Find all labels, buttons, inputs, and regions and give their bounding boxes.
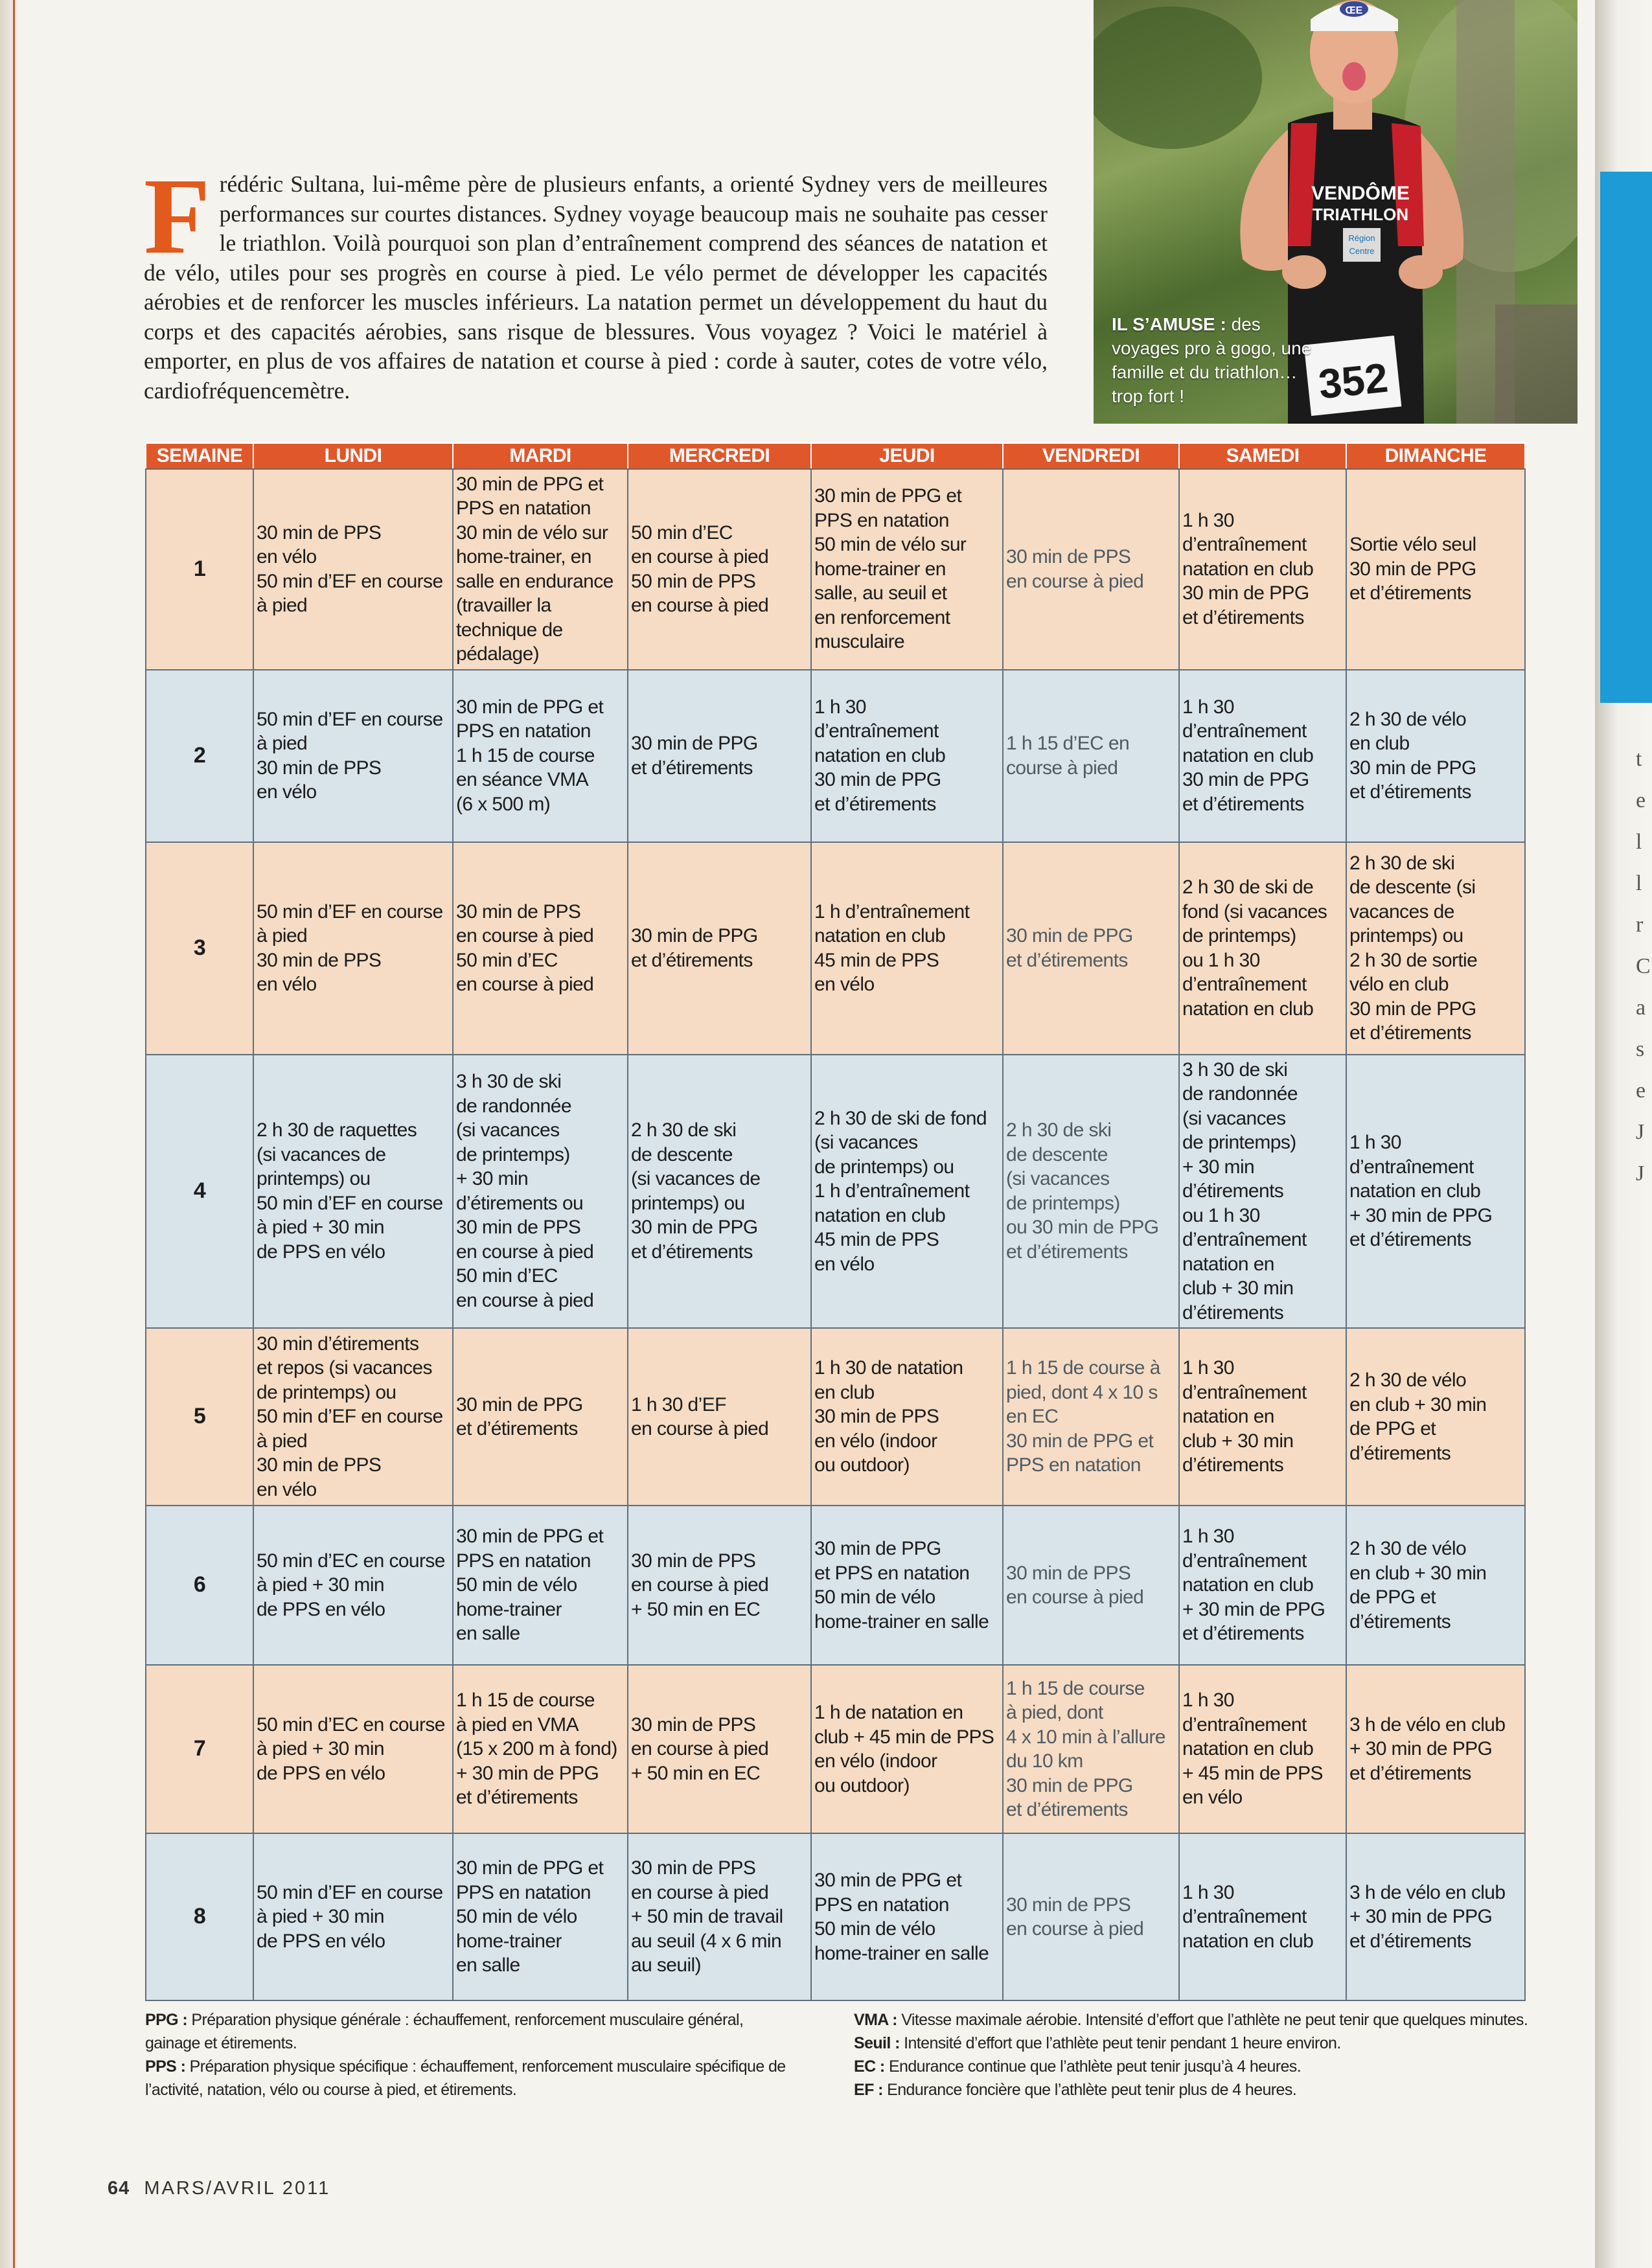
legend-term: Seuil : [854, 2034, 900, 2052]
table-cell: 2 h 30 de raquettes (si vacances de printemps) ou 50 min d’EF en course à pied + 30 min de PPS en vélo [253, 1055, 453, 1329]
table-cell: 30 min de PPG et PPS en natation 50 min de vélo home-trainer en salle [453, 1833, 628, 2000]
table-cell: 1 h 30 d’EF en course à pied [628, 1328, 811, 1506]
intro-paragraph [144, 156, 1048, 406]
table-cell: 3 h 30 de ski de randonnée (si vacances de printemps) + 30 min d’étirements ou 1 h 30 d’entraînement natation en club + 30 min d’étirements [1179, 1055, 1346, 1329]
legend-term: PPG : [145, 2011, 188, 2029]
legend-definition: Vitesse maximale aérobie. Intensité d’effort que l’athlète ne peut tenir que quelques minutes. [897, 2011, 1528, 2029]
page-edge-line [13, 0, 15, 2268]
table-row [146, 1055, 1525, 1329]
header-lundi: LUNDI [253, 443, 453, 469]
legend-entry-pps [145, 2055, 793, 2102]
table-cell: 1 h 30 d’entraînement natation en club + 30 min de PPG et d’étirements [1346, 1055, 1525, 1329]
jersey-line-2: TRIATHLON [1312, 205, 1409, 224]
caption-text: des voyages pro à gogo, une famille et du triathlon… trop fort ! [1112, 314, 1312, 406]
table-cell: 1 h 30 de natation en club 30 min de PPS en vélo (indoor ou outdoor) [811, 1328, 1003, 1506]
table-cell: 50 min d’EC en course à pied 50 min de PPS en course à pied [628, 469, 811, 670]
week-number: 2 [146, 670, 253, 842]
week-number: 5 [146, 1328, 253, 1506]
table-cell: 2 h 30 de vélo en club + 30 min de PPG et d’étirements [1346, 1328, 1525, 1506]
jersey-badge-1: Région [1348, 233, 1375, 243]
facing-page-fragment: l [1636, 830, 1642, 854]
legend-definition: Endurance continue que l’athlète peut tenir jusqu’à 4 heures. [884, 2057, 1302, 2076]
training-plan-table [145, 442, 1526, 2001]
facing-page-fragment: e [1636, 1079, 1646, 1103]
page-number: 64 [108, 2178, 130, 2199]
table-cell: 2 h 30 de ski de fond (si vacances de printemps) ou 1 h 30 d’entraînement natation en club [1179, 842, 1346, 1055]
table-cell: 30 min de PPG et PPS en natation 50 min de vélo home-trainer en salle [453, 1506, 628, 1665]
table-cell: 30 min d’étirements et repos (si vacances de printemps) ou 50 min d’EF en course à pied 30 min de PPS en vélo [253, 1328, 453, 1506]
table-cell: 50 min d’EC en course à pied + 30 min de PPS en vélo [253, 1506, 453, 1665]
intro-text: rédéric Sultana, lui-même père de plusieurs enfants, a orienté Sydney vers de meilleures performances sur courtes distances. Sydney voyage beaucoup mais ne souhaite pas cesser le triathlon. Voilà pourquoi son plan d’entraînement comprend des séances de natation et de vélo, utiles pour ses progrès en course à pied. Le vélo permet de développer les capacités aérobies et de renforcer les muscles inférieurs. La natation permet un développement du haut du corps et des capacités aérobies, sans risque de blessures. Vous voyagez ? Voici le matériel à emporter, en plus de vos affaires de natation et course à pied : corde à sauter, cotes de votre vélo, cardiofréquencemètre. [144, 171, 1048, 404]
table-cell: 30 min de PPS en vélo 50 min d’EF en course à pied [253, 469, 453, 670]
table-cell: 1 h 30 d’entraînement natation en club 30 min de PPG et d’étirements [1179, 469, 1346, 670]
jersey-badge-2: Centre [1349, 246, 1375, 256]
legend-right [854, 2008, 1541, 2102]
facing-page-fragment: l [1636, 871, 1642, 895]
issue-date: MARS/AVRIL 2011 [144, 2178, 331, 2199]
table-cell: 1 h 30 d’entraînement natation en club + 45 min de PPS en vélo [1179, 1665, 1346, 1833]
table-cell: 30 min de PPG et d’étirements [628, 842, 811, 1055]
table-cell: 1 h 30 d’entraînement natation en club 30 min de PPG et d’étirements [811, 670, 1003, 842]
photo-caption [1112, 312, 1325, 408]
week-number: 3 [146, 842, 253, 1055]
legend-definition: Préparation physique spécifique : échauffement, renforcement musculaire spécifique de l’activité, natation, vélo ou course à pied, et étirements. [145, 2057, 786, 2099]
table-cell: 30 min de PPG et PPS en natation 50 min de vélo home-trainer en salle [811, 1506, 1003, 1665]
table-cell: 30 min de PPS en course à pied [1003, 1833, 1179, 2000]
table-cell: 1 h 15 de course à pied, dont 4 x 10 s en EC 30 min de PPG et PPS en natation [1003, 1328, 1179, 1506]
legend-term: PPS : [145, 2057, 186, 2076]
table-cell: 30 min de PPG et d’étirements [628, 670, 811, 842]
jersey-line-1: VENDÔME [1311, 183, 1410, 204]
week-number: 8 [146, 1833, 253, 2000]
table-cell: 1 h 30 d’entraînement natation en club + 30 min d’étirements [1179, 1328, 1346, 1506]
legend-term: VMA : [854, 2011, 897, 2029]
legend-left [145, 2008, 793, 2102]
week-number: 6 [146, 1506, 253, 1665]
legend-term: EF : [854, 2081, 883, 2099]
header-vendredi: VENDREDI [1003, 443, 1179, 469]
table-cell: 2 h 30 de vélo en club 30 min de PPG et d’étirements [1346, 670, 1525, 842]
table-cell: 2 h 30 de ski de descente (si vacances de printemps) ou 2 h 30 de sortie vélo en club 30 min de PPG et d’étirements [1346, 842, 1525, 1055]
table-header-row [146, 443, 1525, 469]
table-cell: 30 min de PPS en course à pied 50 min d’EC en course à pied [453, 842, 628, 1055]
table-row [146, 1506, 1525, 1665]
drop-cap: F [144, 156, 211, 277]
page-footer [108, 2178, 330, 2199]
table-cell: 30 min de PPS en course à pied + 50 min en EC [628, 1665, 811, 1833]
table-cell: 30 min de PPS en course à pied [1003, 469, 1179, 670]
table-cell: 30 min de PPS en course à pied + 50 min de travail au seuil (4 x 6 min au seuil) [628, 1833, 811, 2000]
header-semaine: SEMAINE [146, 443, 253, 469]
page-gutter-left [0, 0, 13, 2268]
table-cell: 3 h de vélo en club + 30 min de PPG et d’étirements [1346, 1833, 1525, 2000]
table-cell: 1 h d’entraînement natation en club 45 min de PPS en vélo [811, 842, 1003, 1055]
facing-page-fragment: t [1636, 747, 1642, 771]
facing-page-text-fragments [1636, 739, 1652, 1195]
facing-page-blue-band [1600, 172, 1652, 703]
table-cell: 50 min d’EF en course à pied 30 min de PPS en vélo [253, 670, 453, 842]
table-cell: 1 h de natation en club + 45 min de PPS en vélo (indoor ou outdoor) [811, 1665, 1003, 1833]
legend-definition: Endurance foncière que l’athlète peut tenir plus de 4 heures. [882, 2081, 1297, 2099]
facing-page-fragment: s [1636, 1037, 1645, 1061]
table-cell: 30 min de PPS en course à pied + 50 min en EC [628, 1506, 811, 1665]
legend-entry-vma [854, 2008, 1541, 2032]
legend-entry-ec [854, 2055, 1541, 2078]
athlete-photo [1094, 0, 1577, 424]
header-mardi: MARDI [453, 443, 628, 469]
table-cell: 50 min d’EF en course à pied 30 min de PPS en vélo [253, 842, 453, 1055]
facing-page-fragment: J [1636, 1162, 1645, 1186]
table-cell: 50 min d’EC en course à pied + 30 min de PPS en vélo [253, 1665, 453, 1833]
table-cell: 2 h 30 de vélo en club + 30 min de PPG et d’étirements [1346, 1506, 1525, 1665]
header-dimanche: DIMANCHE [1346, 443, 1525, 469]
legend-entry-seuil [854, 2032, 1541, 2055]
table-cell: 3 h de vélo en club + 30 min de PPG et d’étirements [1346, 1665, 1525, 1833]
table-row [146, 1328, 1525, 1506]
table-cell: 1 h 30 d’entraînement natation en club [1179, 1833, 1346, 2000]
table-cell: Sortie vélo seul 30 min de PPG et d’étirements [1346, 469, 1525, 670]
facing-page-fragment: r [1636, 913, 1644, 937]
bib-number: 352 [1316, 354, 1390, 408]
table-cell: 1 h 15 de course à pied en VMA (15 x 200 m à fond) + 30 min de PPG et d’étirements [453, 1665, 628, 1833]
table-cell: 30 min de PPG et d’étirements [1003, 842, 1179, 1055]
week-number: 7 [146, 1665, 253, 1833]
legend-entry-ef [854, 2078, 1541, 2102]
facing-page-fragment: a [1636, 996, 1646, 1020]
table-cell: 2 h 30 de ski de fond (si vacances de printemps) ou 1 h d’entraînement natation en club 45 min de PPS en vélo [811, 1055, 1003, 1329]
table-row [146, 1665, 1525, 1833]
table-cell: 2 h 30 de ski de descente (si vacances de printemps) ou 30 min de PPG et d’étirements [628, 1055, 811, 1329]
table-cell: 1 h 15 de course à pied, dont 4 x 10 min à l’allure du 10 km 30 min de PPG et d’étirements [1003, 1665, 1179, 1833]
table-cell: 3 h 30 de ski de randonnée (si vacances de printemps) + 30 min d’étirements ou 30 min de PPS en course à pied 50 min d’EC en course à pied [453, 1055, 628, 1329]
header-samedi: SAMEDI [1179, 443, 1346, 469]
legend-term: EC : [854, 2057, 885, 2076]
week-number: 1 [146, 469, 253, 670]
table-row [146, 670, 1525, 842]
table-cell: 50 min d’EF en course à pied + 30 min de PPS en vélo [253, 1833, 453, 2000]
table-cell: 30 min de PPG et PPS en natation 30 min de vélo sur home-trainer, en salle en endurance (travailler la technique de pédalage) [453, 469, 628, 670]
table-cell: 1 h 15 d’EC en course à pied [1003, 670, 1179, 842]
facing-page-fragment: C [1636, 954, 1651, 978]
table-row [146, 842, 1525, 1055]
table-row [146, 469, 1525, 670]
table-cell: 30 min de PPG et d’étirements [453, 1328, 628, 1506]
table-cell: 30 min de PPG et PPS en natation 1 h 15 de course en séance VMA (6 x 500 m) [453, 670, 628, 842]
table-cell: 30 min de PPG et PPS en natation 50 min de vélo sur home-trainer en salle, au seuil et en renforcement musculaire [811, 469, 1003, 670]
caption-bold: IL S’AMUSE : [1112, 314, 1226, 334]
facing-page-fragment: J [1636, 1120, 1645, 1144]
legend-definition: Intensité d’effort que l’athlète peut tenir pendant 1 heure environ. [899, 2034, 1341, 2052]
legend-definition: Préparation physique générale : échauffement, renforcement musculaire général, gainage et étirements. [145, 2011, 744, 2052]
table-cell: 30 min de PPS en course à pied [1003, 1506, 1179, 1665]
facing-page-fragment: e [1636, 788, 1646, 812]
week-number: 4 [146, 1055, 253, 1329]
legend-entry-ppg [145, 2008, 793, 2055]
table-cell: 1 h 30 d’entraînement natation en club + 30 min de PPG et d’étirements [1179, 1506, 1346, 1665]
header-mercredi: MERCREDI [628, 443, 811, 469]
table-cell: 30 min de PPG et PPS en natation 50 min de vélo home-trainer en salle [811, 1833, 1003, 2000]
table-cell: 2 h 30 de ski de descente (si vacances de printemps) ou 30 min de PPG et d’étirements [1003, 1055, 1179, 1329]
cap-logo: ŒE [1345, 5, 1363, 16]
table-row [146, 1833, 1525, 2000]
header-jeudi: JEUDI [811, 443, 1003, 469]
table-cell: 1 h 30 d’entraînement natation en club 30 min de PPG et d’étirements [1179, 670, 1346, 842]
